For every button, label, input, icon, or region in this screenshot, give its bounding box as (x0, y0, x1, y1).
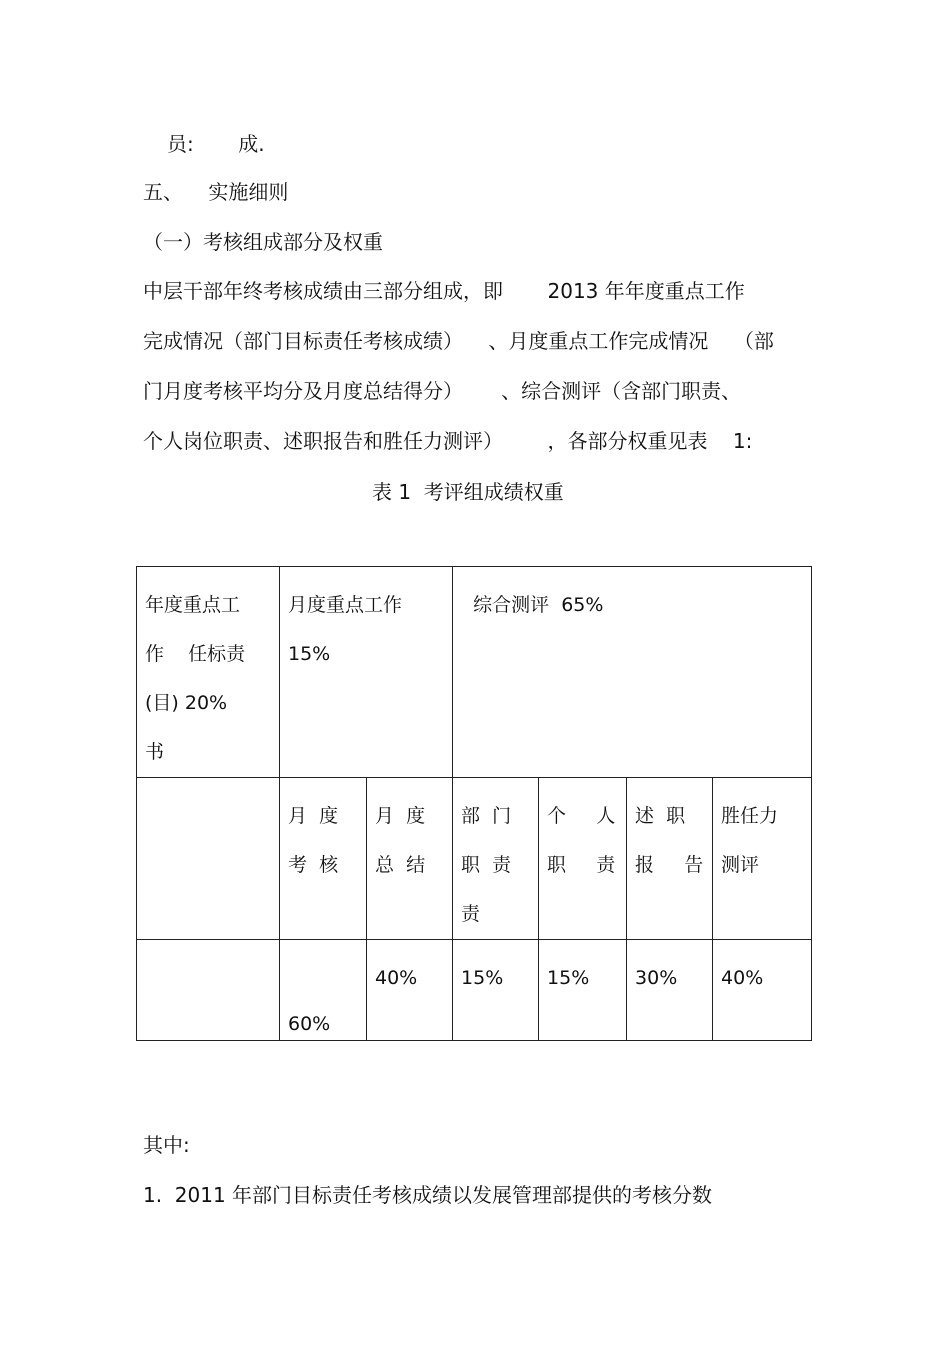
paragraph-line-2: 完成情况（部门目标责任考核成绩） 、月度重点工作完成情况 （部 (143, 329, 774, 353)
table-cell (137, 940, 280, 1041)
note-item-1: 1. 2011 年部门目标责任考核成绩以发展管理部提供的考核分数 (143, 1183, 713, 1207)
section-heading: 五、 实施细则 (143, 180, 289, 204)
note-heading: 其中: (143, 1133, 190, 1157)
weights-table (136, 566, 812, 1041)
table-cell: 30% (627, 940, 713, 1041)
comprehensive-weight-cell: 综合测评 65% (453, 567, 812, 778)
table-cell: 月 度 总 结 (367, 778, 453, 940)
paragraph-line-4: 个人岗位职责、述职报告和胜任力测评） ，各部分权重见表 1: (143, 429, 753, 453)
text-line-1: 员: 成. (167, 132, 265, 156)
table-cell: 15% (453, 940, 539, 1041)
annual-weight-cell: 年度重点工 作 任标责 (目) 20% 书 (137, 567, 280, 778)
table-row (137, 940, 812, 1041)
table-cell: 部 门 职 责 责 (453, 778, 539, 940)
table-cell (137, 778, 280, 940)
cell-value: 60% (288, 1013, 331, 1035)
table-cell: 15% (539, 940, 627, 1041)
paragraph-line-1: 中层干部年终考核成绩由三部分组成，即 2013 年年度重点工作 (143, 279, 745, 303)
table-cell: 个 人 职 责 (539, 778, 627, 940)
table-cell (280, 940, 367, 1041)
table-cell: 40% (367, 940, 453, 1041)
table-cell: 40% (713, 940, 812, 1041)
table-caption: 表 1 考评组成绩权重 (372, 480, 564, 504)
monthly-weight-cell: 月度重点工作 15% (280, 567, 453, 778)
table-cell: 胜任力 测评 (713, 778, 812, 940)
paragraph-line-3: 门月度考核平均分及月度总结得分） 、综合测评（含部门职责、 (143, 379, 742, 403)
sub-heading: （一）考核组成部分及权重 (143, 230, 383, 254)
table-cell: 述 职 报 告 (627, 778, 713, 940)
table-cell: 月 度 考 核 (280, 778, 367, 940)
table-row (137, 567, 812, 778)
table-row (137, 778, 812, 940)
